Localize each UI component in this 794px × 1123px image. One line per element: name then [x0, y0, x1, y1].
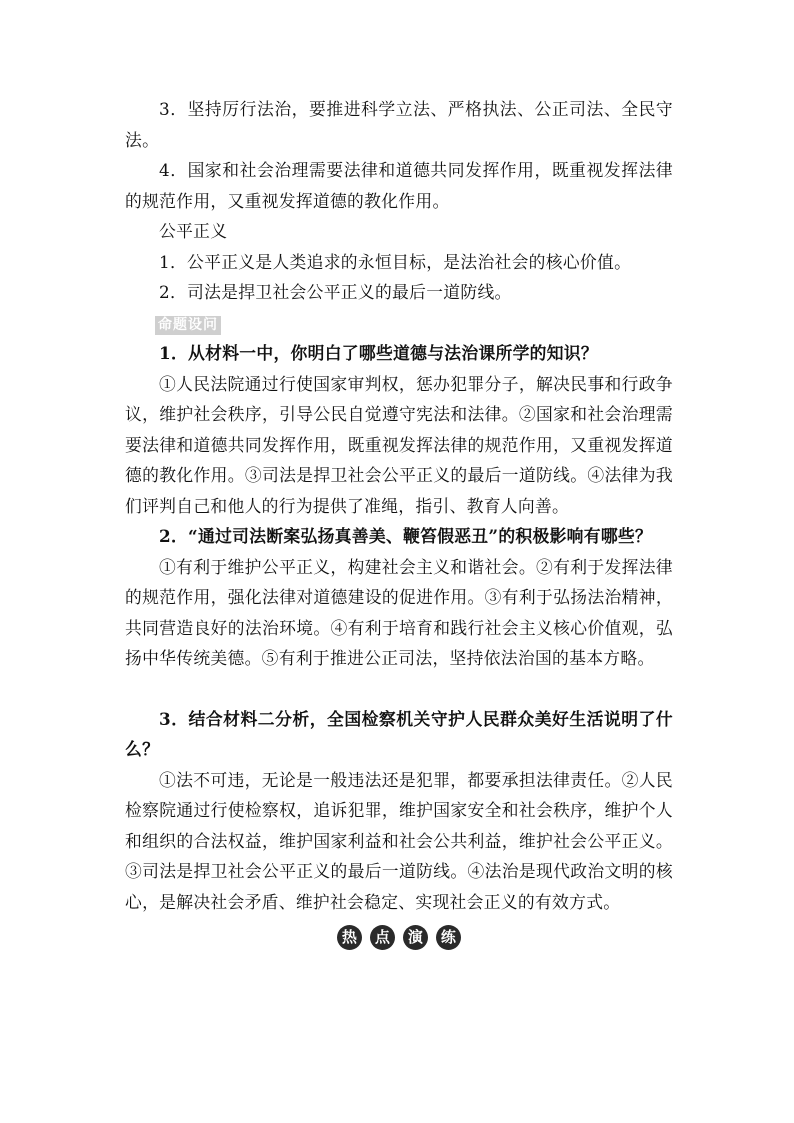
answer-1: ①人民法院通过行使国家审判权，惩办犯罪分子，解决民事和行政争议，维护社会秩序，引导公民自觉遵守宪法和法律。②国家和社会治理需要法律和道德共同发挥作用，既重视发挥法律的规范作用，又重视发挥道德的教化作用。③司法是捍卫社会公平正义的最后一道防线。④法律为我们评判自己和他人的行为提供了准绳，指引、教育人向善。 [125, 373, 673, 516]
question-tag-label: 命题设问 [155, 316, 221, 335]
document-page [125, 94, 673, 950]
heading-char: 练 [436, 925, 461, 950]
answer-2: ①有利于维护公平正义，构建社会主义和谐社会。②有利于发挥法律的规范作用，强化法律对道德建设的促进作用。③有利于弘扬法治精神，共同营造良好的法治环境。④有利于培育和践行社会主义核心价值观，弘扬中华传统美德。⑤有利于推进公正司法，坚持依法治国的基本方略。 [125, 556, 673, 668]
heading-char: 热 [337, 925, 362, 950]
spacer [125, 674, 673, 704]
point-4: 4．国家和社会治理需要法律和道德共同发挥作用，既重视发挥法律的规范作用，又重视发挥道德的教化作用。 [125, 160, 673, 211]
heading-char: 演 [403, 925, 428, 950]
question-1: 1．从材料一中，你明白了哪些道德与法治课所学的知识？ [159, 343, 599, 363]
hot-practice-heading [125, 925, 673, 950]
answer-3: ①法不可违，无论是一般违法还是犯罪，都要承担法律责任。②人民检察院通过行使检察权，追诉犯罪，维护国家安全和社会秩序，维护个人和组织的合法权益，维护国家利益和社会公共利益，维护社会公平正义。③司法是捍卫社会公平正义的最后一道防线。④法治是现代政治文明的核心，是解决社会矛盾、维护社会稳定、实现社会正义的有效方式。 [125, 769, 673, 912]
heading-char: 点 [370, 925, 395, 950]
section-title: 公平正义 [159, 221, 228, 241]
section-point-1: 1．公平正义是人类追求的永恒目标，是法治社会的核心价值。 [159, 251, 632, 272]
question-3: 3．结合材料二分析，全国检察机关守护人民群众美好生活说明了什么？ [125, 708, 673, 759]
question-tag [125, 308, 673, 339]
section-point-2: 2．司法是捍卫社会公平正义的最后一道防线。 [159, 282, 512, 302]
point-3: 3．坚持厉行法治，要推进科学立法、严格执法、公正司法、全民守法。 [125, 99, 673, 150]
question-2: 2．“通过司法断案弘扬真善美、鞭笞假恶丑”的积极影响有哪些？ [159, 526, 653, 546]
